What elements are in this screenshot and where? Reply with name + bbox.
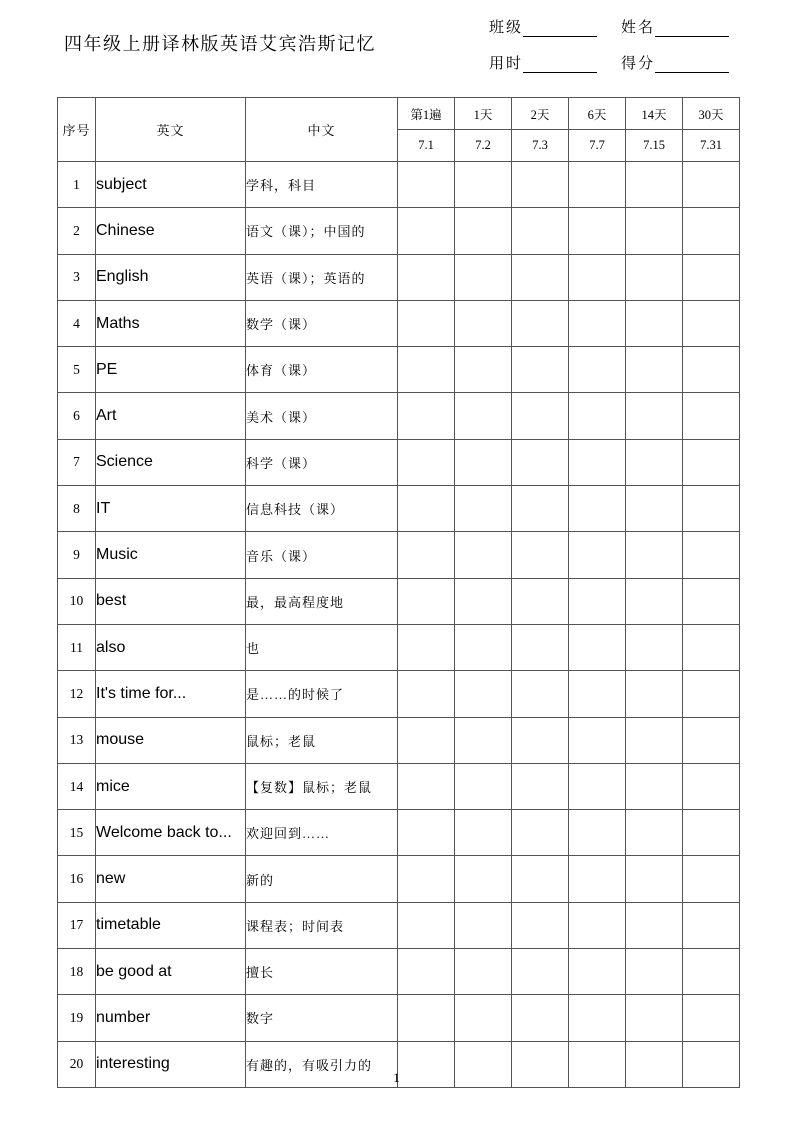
review-check-cell <box>626 763 683 809</box>
review-check-cell <box>683 208 740 254</box>
review-check-cell <box>569 902 626 948</box>
review-check-cell <box>683 624 740 670</box>
row-number: 8 <box>58 486 96 532</box>
review-check-cell <box>398 856 455 902</box>
review-check-cell <box>683 532 740 578</box>
review-check-cell <box>569 763 626 809</box>
review-check-cell <box>398 995 455 1041</box>
review-check-cell <box>683 578 740 624</box>
review-check-cell <box>683 949 740 995</box>
review-check-cell <box>455 393 512 439</box>
row-number: 7 <box>58 439 96 485</box>
row-number: 14 <box>58 763 96 809</box>
review-check-cell <box>626 162 683 208</box>
review-check-cell <box>512 578 569 624</box>
review-check-cell <box>455 439 512 485</box>
review-check-cell <box>683 717 740 763</box>
table-row <box>58 578 740 624</box>
table-row <box>58 763 740 809</box>
review-check-cell <box>626 949 683 995</box>
review-check-cell <box>512 208 569 254</box>
table-row <box>58 347 740 393</box>
review-check-cell <box>512 810 569 856</box>
review-column-label: 第1遍 <box>398 98 455 130</box>
review-check-cell <box>569 810 626 856</box>
review-check-cell <box>626 810 683 856</box>
english-word: subject <box>96 162 246 208</box>
review-check-cell <box>569 624 626 670</box>
table-row <box>58 856 740 902</box>
table-row <box>58 254 740 300</box>
review-check-cell <box>683 347 740 393</box>
review-check-cell <box>455 810 512 856</box>
table-row <box>58 300 740 346</box>
page-number: 1 <box>393 1070 400 1085</box>
review-check-cell <box>683 671 740 717</box>
review-check-cell <box>455 995 512 1041</box>
time-score-line <box>489 48 729 73</box>
review-check-cell <box>569 856 626 902</box>
review-check-cell <box>512 486 569 532</box>
class-label: 班级 <box>489 20 524 36</box>
review-check-cell <box>455 856 512 902</box>
review-check-cell <box>455 671 512 717</box>
chinese-meaning: 数学（课） <box>246 300 398 346</box>
review-check-cell <box>683 439 740 485</box>
row-number: 19 <box>58 995 96 1041</box>
time-blank-line <box>523 56 597 73</box>
review-check-cell <box>455 902 512 948</box>
review-check-cell <box>626 347 683 393</box>
english-word: IT <box>96 486 246 532</box>
review-check-cell <box>626 439 683 485</box>
english-word: Welcome back to... <box>96 810 246 856</box>
review-check-cell <box>626 671 683 717</box>
review-check-cell <box>398 949 455 995</box>
chinese-meaning: 新的 <box>246 856 398 902</box>
english-word: PE <box>96 347 246 393</box>
review-check-cell <box>512 393 569 439</box>
review-column-date: 7.3 <box>512 130 569 162</box>
review-check-cell <box>512 532 569 578</box>
column-header-english: 英文 <box>96 98 246 162</box>
review-check-cell <box>569 532 626 578</box>
chinese-meaning: 有趣的，有吸引力的 <box>246 1041 398 1087</box>
review-column-date: 7.15 <box>626 130 683 162</box>
english-word: timetable <box>96 902 246 948</box>
table-row <box>58 995 740 1041</box>
review-column-date: 7.2 <box>455 130 512 162</box>
table-row <box>58 810 740 856</box>
review-column-label: 2天 <box>512 98 569 130</box>
review-check-cell <box>512 162 569 208</box>
page-title: 四年级上册译林版英语艾宾浩斯记忆 <box>64 34 376 54</box>
review-column-label: 1天 <box>455 98 512 130</box>
review-check-cell <box>569 300 626 346</box>
table-row <box>58 208 740 254</box>
review-check-cell <box>398 162 455 208</box>
table-row <box>58 486 740 532</box>
review-check-cell <box>626 254 683 300</box>
score-blank-line <box>655 56 729 73</box>
column-header-chinese: 中文 <box>246 98 398 162</box>
chinese-meaning: 音乐（课） <box>246 532 398 578</box>
chinese-meaning: 学科，科目 <box>246 162 398 208</box>
review-check-cell <box>455 532 512 578</box>
chinese-meaning: 课程表；时间表 <box>246 902 398 948</box>
english-word: interesting <box>96 1041 246 1087</box>
chinese-meaning: 擅长 <box>246 949 398 995</box>
score-label: 得分 <box>621 56 656 72</box>
time-label: 用时 <box>489 56 524 72</box>
review-column-label: 6天 <box>569 98 626 130</box>
review-check-cell <box>626 486 683 532</box>
review-check-cell <box>398 439 455 485</box>
review-check-cell <box>455 254 512 300</box>
row-number: 6 <box>58 393 96 439</box>
review-check-cell <box>683 902 740 948</box>
review-check-cell <box>455 347 512 393</box>
table-row <box>58 949 740 995</box>
review-check-cell <box>512 300 569 346</box>
review-check-cell <box>626 995 683 1041</box>
row-number: 4 <box>58 300 96 346</box>
review-check-cell <box>398 347 455 393</box>
review-check-cell <box>512 254 569 300</box>
review-check-cell <box>455 763 512 809</box>
review-check-cell <box>512 717 569 763</box>
review-check-cell <box>626 902 683 948</box>
review-check-cell <box>569 578 626 624</box>
row-number: 15 <box>58 810 96 856</box>
chinese-meaning: 是……的时候了 <box>246 671 398 717</box>
review-check-cell <box>455 624 512 670</box>
name-blank-line <box>655 20 729 37</box>
table-row <box>58 162 740 208</box>
table-row <box>58 717 740 763</box>
review-column-label: 30天 <box>683 98 740 130</box>
chinese-meaning: 数字 <box>246 995 398 1041</box>
review-check-cell <box>512 624 569 670</box>
chinese-meaning: 科学（课） <box>246 439 398 485</box>
english-word: Chinese <box>96 208 246 254</box>
review-check-cell <box>569 486 626 532</box>
english-word: new <box>96 856 246 902</box>
table-row <box>58 393 740 439</box>
chinese-meaning: 欢迎回到…… <box>246 810 398 856</box>
review-check-cell <box>512 439 569 485</box>
review-check-cell <box>398 254 455 300</box>
review-check-cell <box>569 995 626 1041</box>
review-check-cell <box>512 671 569 717</box>
review-check-cell <box>683 254 740 300</box>
review-check-cell <box>398 208 455 254</box>
english-word: It's time for... <box>96 671 246 717</box>
english-word: best <box>96 578 246 624</box>
review-check-cell <box>455 162 512 208</box>
review-check-cell <box>398 902 455 948</box>
review-column-date: 7.1 <box>398 130 455 162</box>
name-label: 姓名 <box>621 20 656 36</box>
review-check-cell <box>626 393 683 439</box>
english-word: Music <box>96 532 246 578</box>
review-check-cell <box>626 532 683 578</box>
review-check-cell <box>626 856 683 902</box>
review-check-cell <box>626 624 683 670</box>
table-row <box>58 624 740 670</box>
row-number: 9 <box>58 532 96 578</box>
table-row <box>58 902 740 948</box>
review-check-cell <box>512 347 569 393</box>
review-check-cell <box>398 486 455 532</box>
row-number: 10 <box>58 578 96 624</box>
vocabulary-table <box>57 97 740 1088</box>
table-row <box>58 439 740 485</box>
chinese-meaning: 鼠标；老鼠 <box>246 717 398 763</box>
review-check-cell <box>512 995 569 1041</box>
review-check-cell <box>569 208 626 254</box>
english-word: number <box>96 995 246 1041</box>
chinese-meaning: 美术（课） <box>246 393 398 439</box>
review-check-cell <box>683 995 740 1041</box>
review-check-cell <box>626 717 683 763</box>
review-check-cell <box>626 578 683 624</box>
review-check-cell <box>398 671 455 717</box>
review-check-cell <box>398 578 455 624</box>
header-row-labels <box>58 98 740 130</box>
review-check-cell <box>569 671 626 717</box>
review-check-cell <box>455 208 512 254</box>
review-check-cell <box>455 949 512 995</box>
review-check-cell <box>398 717 455 763</box>
row-number: 16 <box>58 856 96 902</box>
review-check-cell <box>398 810 455 856</box>
review-check-cell <box>512 949 569 995</box>
review-check-cell <box>455 578 512 624</box>
review-check-cell <box>398 763 455 809</box>
review-check-cell <box>626 300 683 346</box>
class-name-line <box>489 12 729 37</box>
review-check-cell <box>569 254 626 300</box>
student-info-fields <box>489 12 729 84</box>
review-check-cell <box>683 856 740 902</box>
chinese-meaning: 英语（课）；英语的 <box>246 254 398 300</box>
row-number: 17 <box>58 902 96 948</box>
row-number: 13 <box>58 717 96 763</box>
review-check-cell <box>455 486 512 532</box>
review-check-cell <box>398 624 455 670</box>
row-number: 5 <box>58 347 96 393</box>
review-check-cell <box>569 393 626 439</box>
review-check-cell <box>398 393 455 439</box>
chinese-meaning: 体育（课） <box>246 347 398 393</box>
chinese-meaning: 语文（课）；中国的 <box>246 208 398 254</box>
row-number: 2 <box>58 208 96 254</box>
review-check-cell <box>398 300 455 346</box>
review-column-label: 14天 <box>626 98 683 130</box>
row-number: 3 <box>58 254 96 300</box>
chinese-meaning: 【复数】鼠标；老鼠 <box>246 763 398 809</box>
review-column-date: 7.7 <box>569 130 626 162</box>
review-check-cell <box>569 717 626 763</box>
english-word: Art <box>96 393 246 439</box>
english-word: Maths <box>96 300 246 346</box>
review-check-cell <box>569 347 626 393</box>
chinese-meaning: 信息科技（课） <box>246 486 398 532</box>
review-check-cell <box>683 763 740 809</box>
english-word: also <box>96 624 246 670</box>
row-number: 1 <box>58 162 96 208</box>
review-check-cell <box>683 162 740 208</box>
english-word: English <box>96 254 246 300</box>
english-word: Science <box>96 439 246 485</box>
chinese-meaning: 最，最高程度地 <box>246 578 398 624</box>
review-check-cell <box>683 810 740 856</box>
row-number: 11 <box>58 624 96 670</box>
review-check-cell <box>512 763 569 809</box>
table-row <box>58 532 740 578</box>
row-number: 18 <box>58 949 96 995</box>
column-header-index: 序号 <box>58 98 96 162</box>
english-word: mouse <box>96 717 246 763</box>
review-check-cell <box>512 902 569 948</box>
class-blank-line <box>523 20 597 37</box>
review-check-cell <box>512 856 569 902</box>
table-row <box>58 671 740 717</box>
english-word: mice <box>96 763 246 809</box>
review-check-cell <box>683 393 740 439</box>
review-check-cell <box>683 300 740 346</box>
review-check-cell <box>569 162 626 208</box>
row-number: 20 <box>58 1041 96 1087</box>
chinese-meaning: 也 <box>246 624 398 670</box>
review-column-date: 7.31 <box>683 130 740 162</box>
review-check-cell <box>455 300 512 346</box>
english-word: be good at <box>96 949 246 995</box>
review-check-cell <box>398 532 455 578</box>
review-check-cell <box>683 486 740 532</box>
review-check-cell <box>455 717 512 763</box>
review-check-cell <box>569 949 626 995</box>
row-number: 12 <box>58 671 96 717</box>
review-check-cell <box>626 208 683 254</box>
review-check-cell <box>569 439 626 485</box>
